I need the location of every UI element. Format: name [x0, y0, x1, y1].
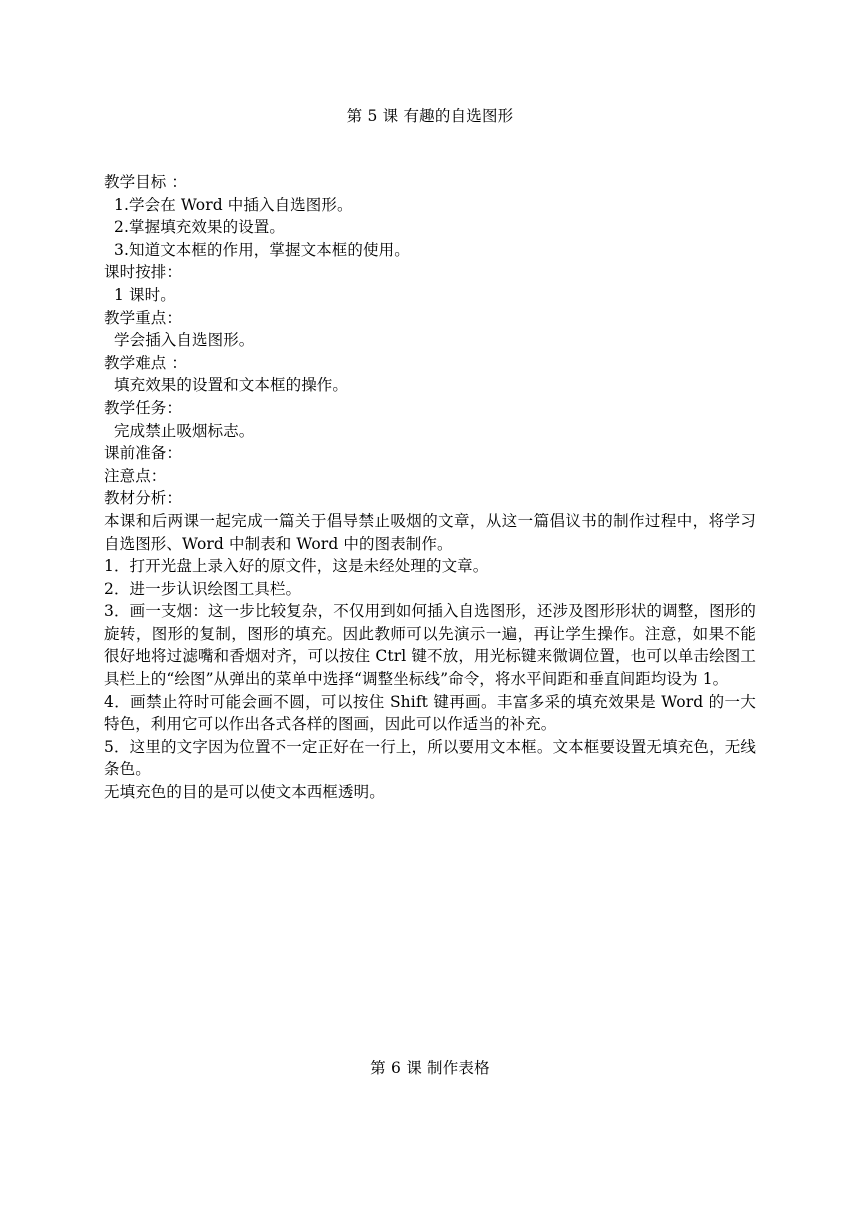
task-value: 完成禁止吸烟标志。	[114, 421, 255, 440]
step-paragraph: 4．画禁止符时可能会画不圆，可以按住 Shift 键再画。丰富多采的填充效果是 Word 的一大特色，利用它可以作出各式各样的图画，因此可以作适当的补充。	[104, 692, 756, 734]
objective-item: 1.学会在 Word 中插入自选图形。	[114, 195, 353, 214]
key-point-value: 学会插入自选图形。	[114, 331, 255, 350]
difficulty-label: 教学难点 ：	[104, 353, 188, 372]
lesson-6-title: 第 6 课 制作表格	[370, 1059, 490, 1077]
step-paragraph: 2．进一步认识绘图工具栏。	[104, 579, 302, 598]
objectives-label: 教学目标 ：	[104, 173, 188, 191]
step-paragraph: 3．画一支烟：这一步比较复杂，不仅用到如何插入自选图形，还涉及图形形状的调整，图形的旋转，图形的复制，图形的填充。因此教师可以先演示一遍，再让学生操作。注意，如果不能很好地将过滤嘴和香烟对齐，可以按住 Ctrl 键不放，用光标键来微调位置，也可以单击绘图工具栏上的“绘图”从弹出的菜单中选择“调整坐标线”命令，将水平间距和垂直间距均设为 1。	[104, 602, 756, 689]
closing-paragraph: 无填充色的目的是可以使文本西框透明。	[104, 783, 385, 802]
analysis-intro-paragraph: 本课和后两课一起完成一篇关于倡导禁止吸烟的文章，从这一篇倡议书的制作过程中，将学习自选图形、Word 中制表和 Word 中的图表制作。	[104, 511, 756, 553]
lesson-5-body	[104, 171, 756, 804]
notes-label: 注意点：	[104, 466, 167, 485]
lesson-5-title: 第 5 课 有趣的自选图形	[346, 107, 514, 125]
difficulty-value: 填充效果的设置和文本框的操作。	[114, 376, 349, 395]
schedule-value: 1 课时。	[114, 285, 176, 304]
analysis-label: 教材分析：	[104, 489, 183, 508]
objective-item: 3.知道文本框的作用，掌握文本框的使用。	[114, 240, 410, 259]
key-point-label: 教学重点：	[104, 308, 183, 327]
step-paragraph: 5．这里的文字因为位置不一定正好在一行上，所以要用文本框。文本框要设置无填充色，无线条色。	[104, 737, 756, 779]
preparation-label: 课前准备：	[104, 444, 183, 463]
objective-item: 2.掌握填充效果的设置。	[114, 218, 285, 237]
task-label: 教学任务：	[104, 398, 183, 417]
step-paragraph: 1．打开光盘上录入好的原文件，这是未经处理的文章。	[104, 557, 489, 576]
schedule-label: 课时按排：	[104, 263, 183, 282]
